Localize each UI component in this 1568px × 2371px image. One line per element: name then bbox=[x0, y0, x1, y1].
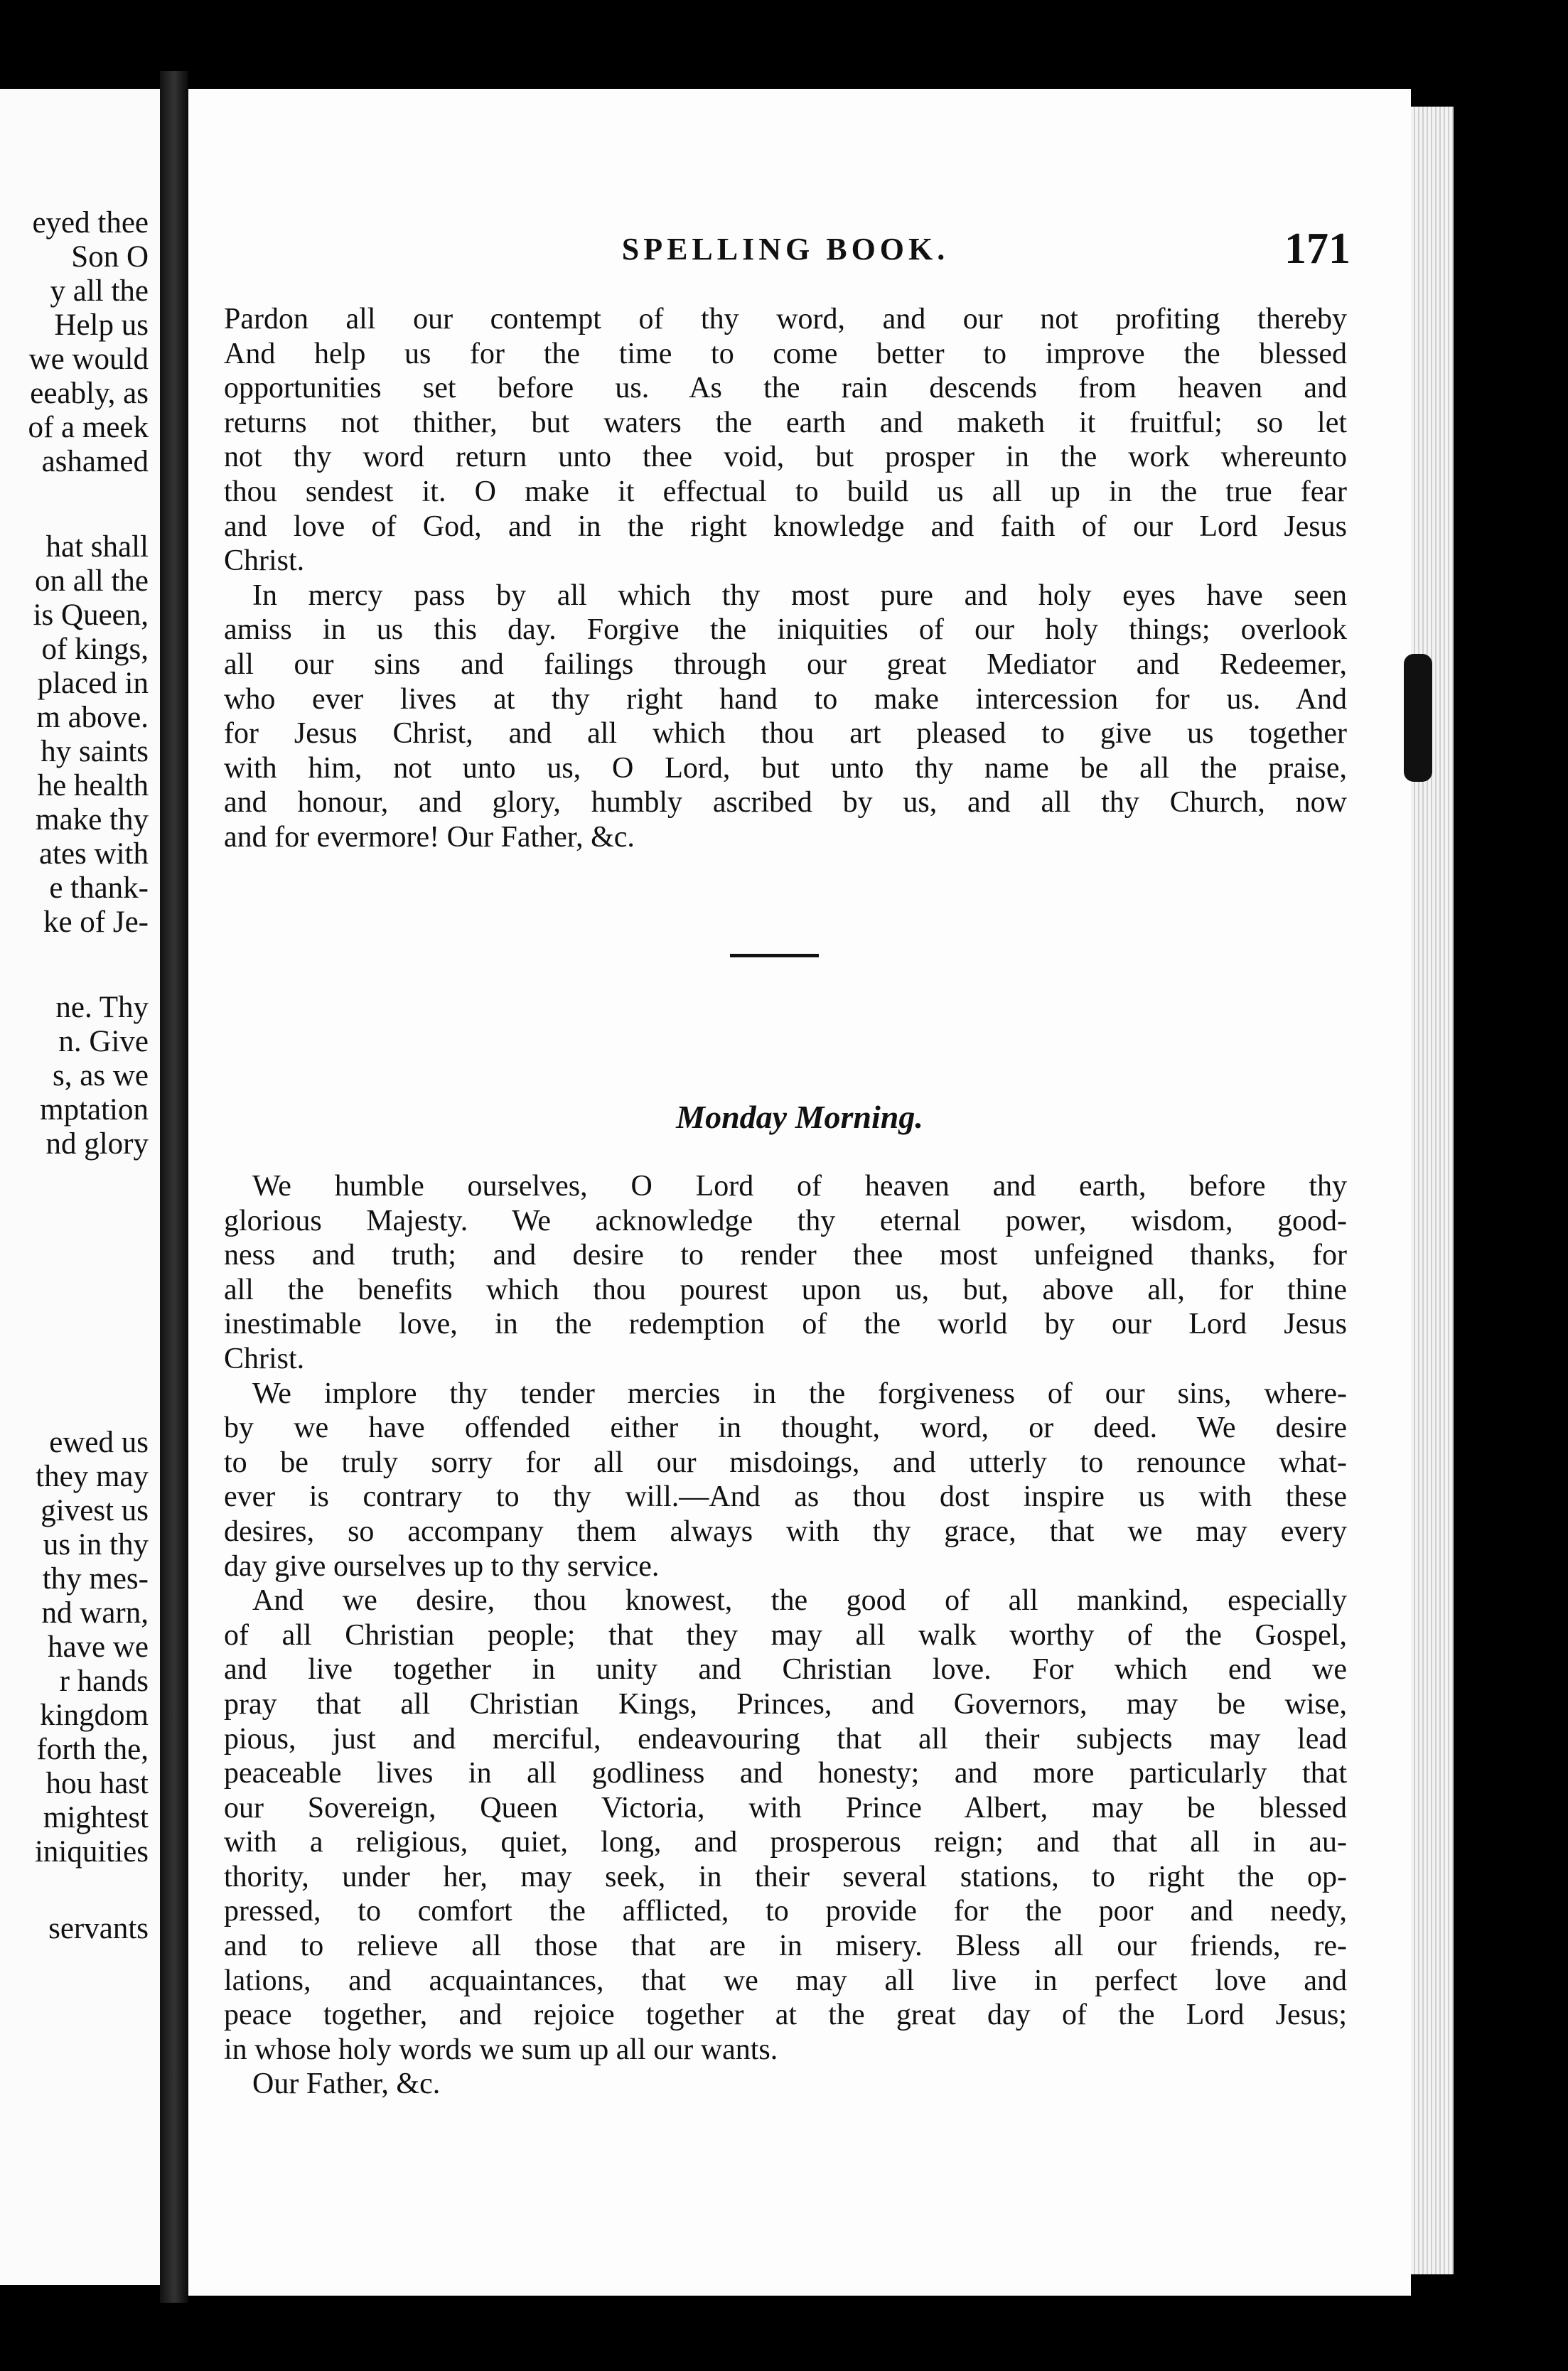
body-text-line: amiss in us this day. Forgive the iniquities of our holy things; overlook bbox=[224, 613, 1347, 647]
body-text-line: ness and truth; and desire to render thee most unfeigned thanks, for bbox=[224, 1239, 1347, 1272]
body-text-line: We implore thy tender mercies in the forgiveness of our sins, where- bbox=[252, 1377, 1347, 1410]
book-gutter bbox=[160, 71, 188, 2303]
left-page-line: they may bbox=[36, 1460, 149, 1493]
left-page-line: we would bbox=[28, 343, 149, 376]
body-text-line: our Sovereign, Queen Victoria, with Prince Albert, may be blessed bbox=[224, 1791, 1347, 1824]
page-header bbox=[220, 224, 1350, 274]
body-text-line: desires, so accompany them always with thy grace, that we may every bbox=[224, 1515, 1347, 1548]
body-text-line: ever is contrary to thy will.—And as thou dost inspire us with these bbox=[224, 1480, 1347, 1514]
section-divider-rule bbox=[730, 954, 819, 957]
left-page-line: thy mes- bbox=[42, 1562, 149, 1596]
body-text-line: Christ. bbox=[224, 1342, 305, 1375]
body-text-line: We humble ourselves, O Lord of heaven and earth, before thy bbox=[252, 1170, 1347, 1203]
monday-morning-prayer-text bbox=[224, 1169, 1347, 2102]
body-text-line: with him, not unto us, O Lord, but unto thy name be all the praise, bbox=[224, 751, 1347, 785]
body-text-line: and for evermore! Our Father, &c. bbox=[224, 820, 635, 854]
body-text-line: peace together, and rejoice together at the great day of the Lord Jesus; bbox=[224, 1999, 1347, 2032]
running-head: SPELLING BOOK. bbox=[621, 232, 950, 267]
section-title: Monday Morning. bbox=[676, 1099, 923, 1135]
left-page-line: of kings, bbox=[41, 633, 149, 666]
body-text-line: thou sendest it. O make it effectual to build us all up in the true fear bbox=[224, 475, 1347, 508]
left-page-line: mightest bbox=[43, 1801, 149, 1834]
left-page-fragment bbox=[0, 89, 160, 2285]
left-page-line: of a meek bbox=[28, 411, 149, 444]
left-page-line: ke of Je- bbox=[43, 905, 149, 939]
left-page-line: hou hast bbox=[45, 1767, 149, 1800]
body-text-line: and love of God, and in the right knowledge and faith of our Lord Jesus bbox=[224, 510, 1347, 543]
body-text-line: pressed, to comfort the afflicted, to provide for the poor and needy, bbox=[224, 1895, 1347, 1928]
left-page-line: Help us bbox=[54, 308, 149, 342]
body-text-line: thority, under her, may seek, in their several stations, to right the op- bbox=[224, 1860, 1347, 1893]
body-text-line: glorious Majesty. We acknowledge thy eternal power, wisdom, good- bbox=[224, 1204, 1347, 1237]
body-text-line: Pardon all our contempt of thy word, and our not profiting thereby bbox=[224, 303, 1347, 335]
body-text-line: by we have offended either in thought, word, or deed. We desire bbox=[224, 1412, 1347, 1445]
body-text-line: And we desire, thou knowest, the good of all mankind, especially bbox=[252, 1584, 1347, 1618]
left-page-line: eeably, as bbox=[30, 377, 149, 410]
body-text-line: who ever lives at thy right hand to make intercession for us. And bbox=[224, 682, 1347, 716]
body-text-line: pray that all Christian Kings, Princes, and Governors, may be wise, bbox=[224, 1687, 1347, 1721]
body-text-line: to be truly sorry for all our misdoings, and utterly to renounce what- bbox=[224, 1446, 1347, 1479]
left-page-line: y all the bbox=[50, 274, 149, 308]
body-text-line: and live together in unity and Christian love. For which end we bbox=[224, 1653, 1347, 1687]
left-page-line: mptation bbox=[40, 1093, 149, 1127]
left-page-line: hy saints bbox=[41, 735, 149, 768]
left-page-line: he health bbox=[37, 769, 149, 802]
left-page-line: Son O bbox=[71, 240, 149, 274]
left-page-line: r hands bbox=[59, 1665, 149, 1698]
prayer-text-continued bbox=[224, 302, 1347, 855]
left-page-line: is Queen, bbox=[33, 598, 149, 632]
left-page-line: ates with bbox=[38, 837, 149, 871]
left-page-line: placed in bbox=[37, 667, 149, 700]
body-text-line: opportunities set before us. As the rain descends from heaven and bbox=[224, 372, 1347, 405]
body-text-line: lations, and acquaintances, that we may all live in perfect love and bbox=[224, 1964, 1347, 1997]
left-page-line: make thy bbox=[36, 803, 149, 837]
body-text-line: of all Christian people; that they may all walk worthy of the Gospel, bbox=[224, 1618, 1347, 1652]
left-page-line: on all the bbox=[34, 564, 149, 598]
body-text-line: not thy word return unto thee void, but prosper in the work whereunto bbox=[224, 441, 1347, 474]
left-page-line: ne. Thy bbox=[55, 991, 149, 1024]
page-tab bbox=[1404, 654, 1432, 782]
left-page-line: s, as we bbox=[53, 1059, 149, 1092]
left-page-line: iniquities bbox=[34, 1835, 149, 1869]
page-number: 171 bbox=[1284, 225, 1350, 273]
body-text-line: in whose holy words we sum up all our wants. bbox=[224, 2033, 778, 2066]
body-text-line: And help us for the time to come better to improve the blessed bbox=[224, 337, 1347, 370]
body-text-line: In mercy pass by all which thy most pure and holy eyes have seen bbox=[252, 579, 1347, 612]
body-text-line: all the benefits which thou pourest upon us, but, above all, for thine bbox=[224, 1273, 1347, 1306]
left-page-line: hat shall bbox=[45, 530, 149, 564]
left-page-line: eyed thee bbox=[32, 206, 149, 240]
left-page-line: n. Give bbox=[58, 1025, 149, 1058]
left-page-line: nd glory bbox=[45, 1127, 149, 1161]
left-page-line: ewed us bbox=[49, 1426, 149, 1459]
body-text-line: and to relieve all those that are in misery. Bless all our friends, re- bbox=[224, 1930, 1347, 1963]
left-page-line: ashamed bbox=[41, 445, 149, 478]
body-text-line: returns not thither, but waters the earth and maketh it fruitful; so let bbox=[224, 406, 1347, 439]
left-page-line: e thank- bbox=[49, 871, 149, 905]
page-edges bbox=[1411, 107, 1454, 2274]
left-page-line: us in thy bbox=[43, 1528, 149, 1561]
body-text-line: pious, just and merciful, endeavouring that all their subjects may lead bbox=[224, 1722, 1347, 1756]
left-page-line: nd warn, bbox=[41, 1596, 149, 1630]
body-text-line: all our sins and failings through our great Mediator and Redeemer, bbox=[224, 647, 1347, 681]
body-text-line: day give ourselves up to thy service. bbox=[224, 1549, 660, 1583]
body-text-line: for Jesus Christ, and all which thou art pleased to give us together bbox=[224, 717, 1347, 751]
body-text-line: inestimable love, in the redemption of the world by our Lord Jesus bbox=[224, 1308, 1347, 1341]
left-page-line: givest us bbox=[41, 1494, 149, 1527]
left-page-line: forth the, bbox=[36, 1733, 149, 1766]
body-text-line: Christ. bbox=[224, 544, 305, 578]
body-text-line: peaceable lives in all godliness and honesty; and more particularly that bbox=[224, 1757, 1347, 1790]
left-page-line: servants bbox=[48, 1912, 149, 1945]
body-text-line: with a religious, quiet, long, and prosperous reign; and that all in au- bbox=[224, 1826, 1347, 1859]
left-page-line: have we bbox=[47, 1630, 149, 1664]
body-text-line: and honour, and glory, humbly ascribed by us, and all thy Church, now bbox=[224, 786, 1347, 819]
main-page bbox=[188, 89, 1411, 2296]
body-text-line: Our Father, &c. bbox=[252, 2068, 441, 2101]
left-page-line: kingdom bbox=[40, 1699, 149, 1732]
left-page-line: m above. bbox=[36, 701, 149, 734]
